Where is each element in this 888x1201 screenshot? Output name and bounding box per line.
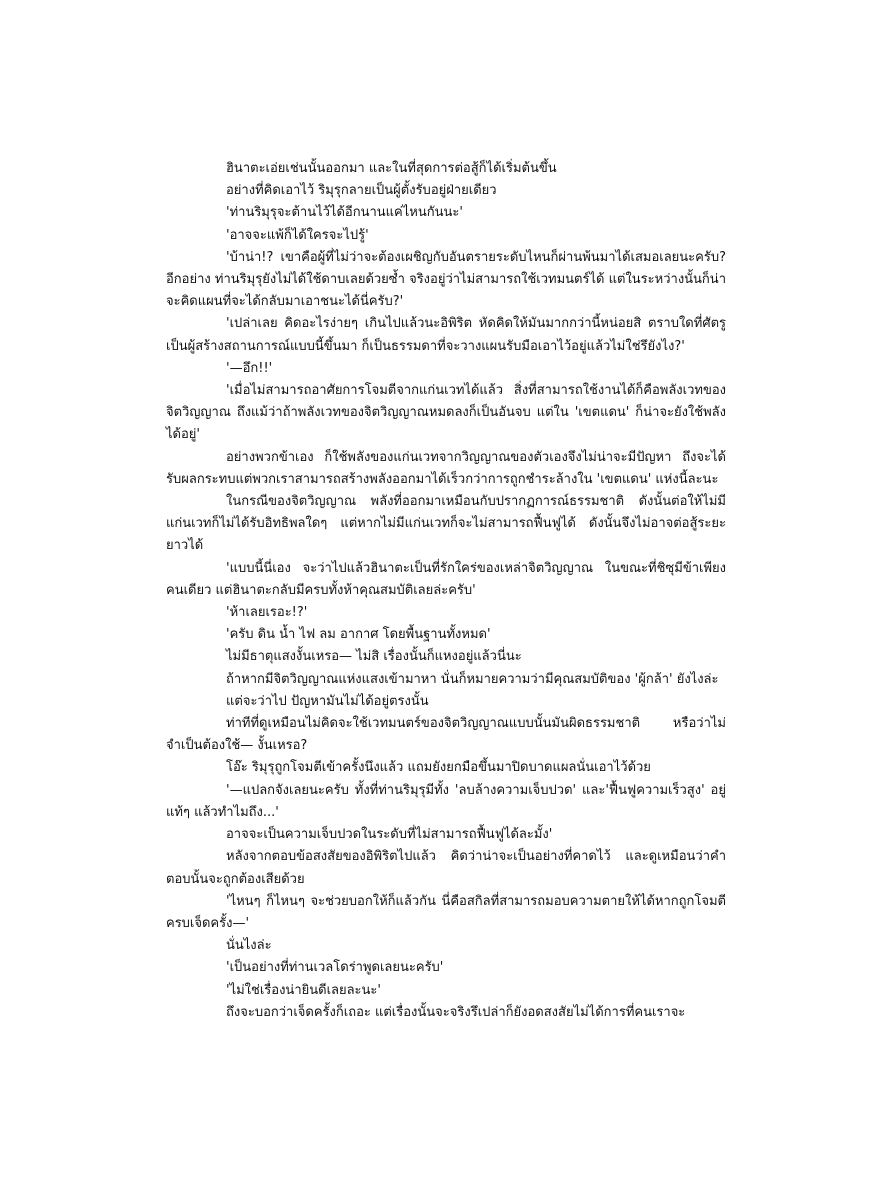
paragraph: หลังจากตอบข้อสงสัยของอิพิริตไปแล้ว คิดว่าน่าจะเป็นอย่างที่คาดไว้ และดูเหมือนว่าคำตอบนั้นจะถูกต้องเสียด้วย: [166, 849, 726, 887]
paragraph: '—อึก!!': [226, 360, 273, 376]
paragraph: อาจจะเป็นความเจ็บปวดในระดับที่ไม่สามารถฟื้นฟูได้ละมั้ง': [226, 827, 553, 843]
paragraph: ไม่มีธาตุแสงงั้นเหรอ— ไม่สิ เรื่องนั้นก็แหงอยู่แล้วนี่นะ: [226, 649, 522, 665]
paragraph: 'ไหนๆ ก็ไหนๆ จะช่วยบอกให้ก็แล้วกัน นี่คือสกิลที่สามารถมอบความตายให้ได้หากถูกโจมตีครบเจ็ดครั้ง—': [166, 893, 726, 931]
paragraph: โอ๊ะ ริมุรุถูกโจมตีเข้าครั้งนึงแล้ว แถมยังยกมือขึ้นมาปิดบาดแผลนั่นเอาไว้ด้วย: [226, 760, 651, 776]
paragraph: ถ้าหากมีจิตวิญญาณแห่งแสงเข้ามาหา นั่นก็หมายความว่ามีคุณสมบัติของ 'ผู้กล้า' ยังไงล่ะ: [226, 671, 719, 687]
paragraph: '—แปลกจังเลยนะครับ ทั้งที่ท่านริมุรุมีทั้ง 'ลบล้างความเจ็บปวด' และ'ฟื้นฟูความเร็วสูง' อยู่แท้ๆ แล้วทำไมถึง...': [166, 782, 726, 820]
paragraph: 'บ้าน่า!? เขาคือผู้ที่ไม่ว่าจะต้องเผชิญกับอันตรายระดับไหนก็ผ่านพ้นมาได้เสมอเลยนะครับ? อีกอย่าง ท่านริมุรุยังไม่ได้ใช้ดาบเลยด้วยซ้ำ จริงอยู่ว่าไม่สามารถใช้เวทมนตร์ได้ แต่ในระหว่างนั้นก็น่าจะคิดแผนที่จะได้กลับมาเอาชนะได้นี่ครับ?': [166, 249, 726, 310]
paragraph: 'ห้าเลยเรอะ!?': [226, 605, 308, 621]
paragraph: อย่างพวกข้าเอง ก็ใช้พลังของแก่นเวทจากวิญญาณของตัวเองจึงไม่น่าจะมีปัญหา ถึงจะได้รับผลกระทบแต่พวกเราสามารถสร้างพลังออกมาได้เร็วกว่าการถูกชำระล้างใน 'เขตแดน' แห่งนี้ละนะ: [166, 449, 726, 487]
paragraph: อย่างที่คิดเอาไว้ ริมุรุกลายเป็นผู้ตั้งรับอยู่ฝ่ายเดียว: [226, 183, 497, 199]
paragraph: 'ท่านริมุรุจะต้านไว้ได้อีกนานแค่ไหนกันนะ': [226, 205, 463, 221]
paragraph: 'เมื่อไม่สามารถอาศัยการโจมตีจากแก่นเวทได้แล้ว สิ่งที่สามารถใช้งานได้ก็คือพลังเวทของจิตวิญญาณ ถึงแม้ว่าถ้าพลังเวทของจิตวิญญาณหมดลงก็เป็นอันจบ แต่ใน 'เขตแดน' ก็น่าจะยังใช้พลังได้อยู่': [166, 383, 726, 443]
paragraph: 'เปล่าเลย คิดอะไรง่ายๆ เกินไปแล้วนะอิพิริต หัดคิดให้มันมากกว่านี้หน่อยสิ ตราบใดที่ศัตรูเป็นผู้สร้างสถานการณ์แบบนี้ขึ้นมา ก็เป็นธรรมดาที่จะวางแผนรับมือเอาไว้อยู่แล้วไม่ใช่รึยังไง?': [166, 316, 726, 354]
paragraph: ในกรณีของจิตวิญญาณ พลังที่ออกมาเหมือนกับปรากฏการณ์ธรรมชาติ ดังนั้นต่อให้ไม่มีแก่นเวทก็ไม่ได้รับอิทธิพลใดๆ แต่หากไม่มีแก่นเวทก็จะไม่สามารถฟื้นฟูได้ ดังนั้นจึงไม่อาจต่อสู้ระยะยาวได้: [166, 494, 726, 554]
paragraph: นั่นไงล่ะ: [226, 938, 272, 954]
paragraph: ท่าทีที่ดูเหมือนไม่คิดจะใช้เวทมนตร์ของจิตวิญญาณแบบนั้นมันผิดธรรมชาติ หรือว่าไม่จำเป็นต้องใช้— งั้นเหรอ?: [166, 716, 726, 754]
paragraph: 'ครับ ดิน น้ำ ไฟ ลม อากาศ โดยพื้นฐานทั้งหมด': [226, 627, 491, 643]
text-body: [166, 158, 726, 1024]
paragraph: 'อาจจะแพ้ก็ได้ใครจะไปรู้': [226, 227, 369, 243]
paragraph: 'แบบนี้นี่เอง จะว่าไปแล้วฮินาตะเป็นที่รักใคร่ของเหล่าจิตวิญญาณ ในขณะที่ชิซุมีข้าเพียงคนเดียว แต่ฮินาตะกลับมีครบทั้งห้าคุณสมบัติเลยล่ะครับ': [166, 560, 726, 598]
paragraph: ฮินาตะเอ่ยเช่นนั้นออกมา และในที่สุดการต่อสู้ก็ได้เริ่มต้นขึ้น: [226, 161, 557, 176]
paragraph: 'เป็นอย่างที่ท่านเวลโดร่าพูดเลยนะครับ': [226, 960, 444, 976]
paragraph: 'ไม่ใช่เรื่องน่ายินดีเลยละนะ': [226, 982, 381, 998]
paragraph: แต่จะว่าไป ปัญหามันไม่ได้อยู่ตรงนั้น: [226, 693, 429, 709]
paragraph: ถึงจะบอกว่าเจ็ดครั้งก็เถอะ แต่เรื่องนั้นจะจริงรึเปล่าก็ยังอดสงสัยไม่ได้การที่คนเราจะ: [226, 1004, 686, 1020]
